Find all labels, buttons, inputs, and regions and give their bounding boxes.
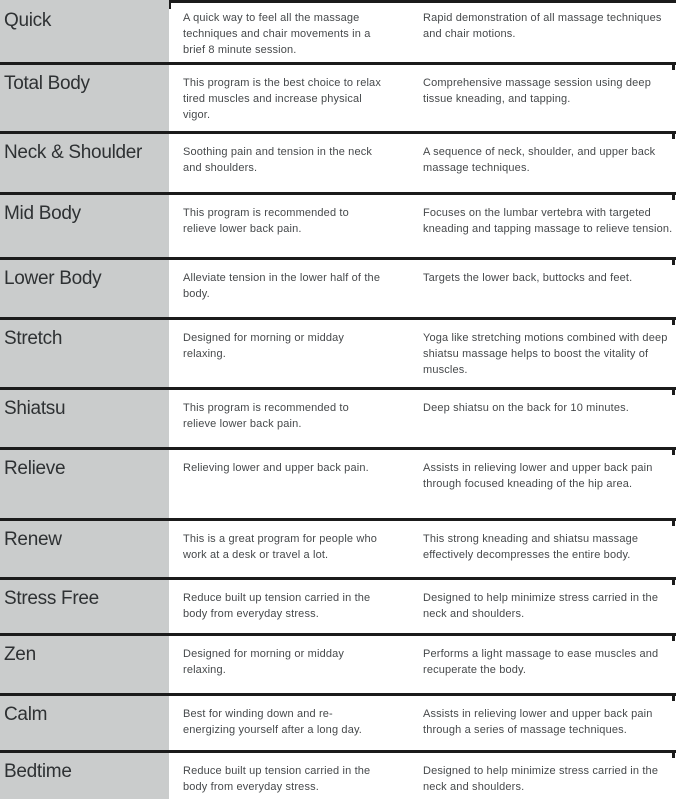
program-description-cell: Assists in relieving lower and upper back pain through a series of massage techniques. <box>423 708 653 736</box>
program-summary-cell: Designed for morning or midday relaxing. <box>183 648 345 676</box>
table-row <box>0 447 676 518</box>
program-summary-cell: Best for winding down and re-energizing yourself after a long day. <box>183 708 363 736</box>
table-row <box>0 317 676 387</box>
program-summary-cell: This program is recommended to relieve lower back pain. <box>183 207 349 235</box>
program-name-cell: Bedtime <box>0 753 169 799</box>
program-summary-cell: Reduce built up tension carried in the body from everyday stress. <box>183 592 371 620</box>
program-name-cell: Total Body <box>0 65 169 131</box>
program-description-cell: Assists in relieving lower and upper back pain through focused kneading of the hip area. <box>423 462 653 490</box>
program-description-cell: Comprehensive massage session using deep tissue kneading, and tapping. <box>423 77 651 105</box>
program-description-cell: Targets the lower back, buttocks and feet. <box>423 272 633 284</box>
program-description-cell: Deep shiatsu on the back for 10 minutes. <box>423 402 629 414</box>
table-row <box>0 192 676 257</box>
program-summary-cell: Reduce built up tension carried in the body from everyday stress. <box>183 765 371 793</box>
table-row <box>0 577 676 633</box>
program-name-cell: Stretch <box>0 320 169 387</box>
program-name-cell: Relieve <box>0 450 169 518</box>
program-name-cell: Zen <box>0 636 169 693</box>
table-row <box>0 0 676 62</box>
program-description-cell: This strong kneading and shiatsu massage effectively decompresses the entire body. <box>423 533 639 561</box>
program-name-cell: Neck & Shoulder <box>0 134 169 192</box>
program-description-cell: Performs a light massage to ease muscles and recuperate the body. <box>423 648 659 676</box>
program-name-cell: Stress Free <box>0 580 169 633</box>
table-row <box>0 518 676 577</box>
program-summary-cell: Alleviate tension in the lower half of the body. <box>183 272 381 300</box>
program-description-cell: Yoga like stretching motions combined with deep shiatsu massage helps to boost the vitality of muscles. <box>423 332 668 376</box>
table-row <box>0 633 676 693</box>
table-row <box>0 693 676 750</box>
program-summary-cell: A quick way to feel all the massage techniques and chair movements in a brief 8 minute session. <box>183 12 371 56</box>
table-row <box>0 62 676 131</box>
program-description-cell: Designed to help minimize stress carried in the neck and shoulders. <box>423 765 659 793</box>
program-name-cell: Calm <box>0 696 169 750</box>
program-summary-cell: This program is the best choice to relax tired muscles and increase physical vigor. <box>183 77 381 121</box>
table-row <box>0 131 676 192</box>
program-description-cell: Designed to help minimize stress carried in the neck and shoulders. <box>423 592 659 620</box>
program-name-cell: Mid Body <box>0 195 169 257</box>
program-name-cell: Lower Body <box>0 260 169 317</box>
program-summary-cell: Soothing pain and tension in the neck and shoulders. <box>183 146 373 174</box>
table-row <box>0 257 676 317</box>
table-row <box>0 387 676 447</box>
program-description-cell: Focuses on the lumbar vertebra with targeted kneading and tapping massage to relieve tension. <box>423 207 673 235</box>
program-summary-cell: Relieving lower and upper back pain. <box>183 462 369 474</box>
program-summary-cell: This is a great program for people who work at a desk or travel a lot. <box>183 533 378 561</box>
program-description-cell: A sequence of neck, shoulder, and upper back massage techniques. <box>423 146 656 174</box>
table-row <box>0 750 676 799</box>
program-summary-cell: Designed for morning or midday relaxing. <box>183 332 345 360</box>
program-description-cell: Rapid demonstration of all massage techniques and chair motions. <box>423 12 662 40</box>
program-name-cell: Quick <box>0 0 169 62</box>
program-name-cell: Shiatsu <box>0 390 169 447</box>
program-summary-cell: This program is recommended to relieve lower back pain. <box>183 402 349 430</box>
program-name-cell: Renew <box>0 521 169 577</box>
